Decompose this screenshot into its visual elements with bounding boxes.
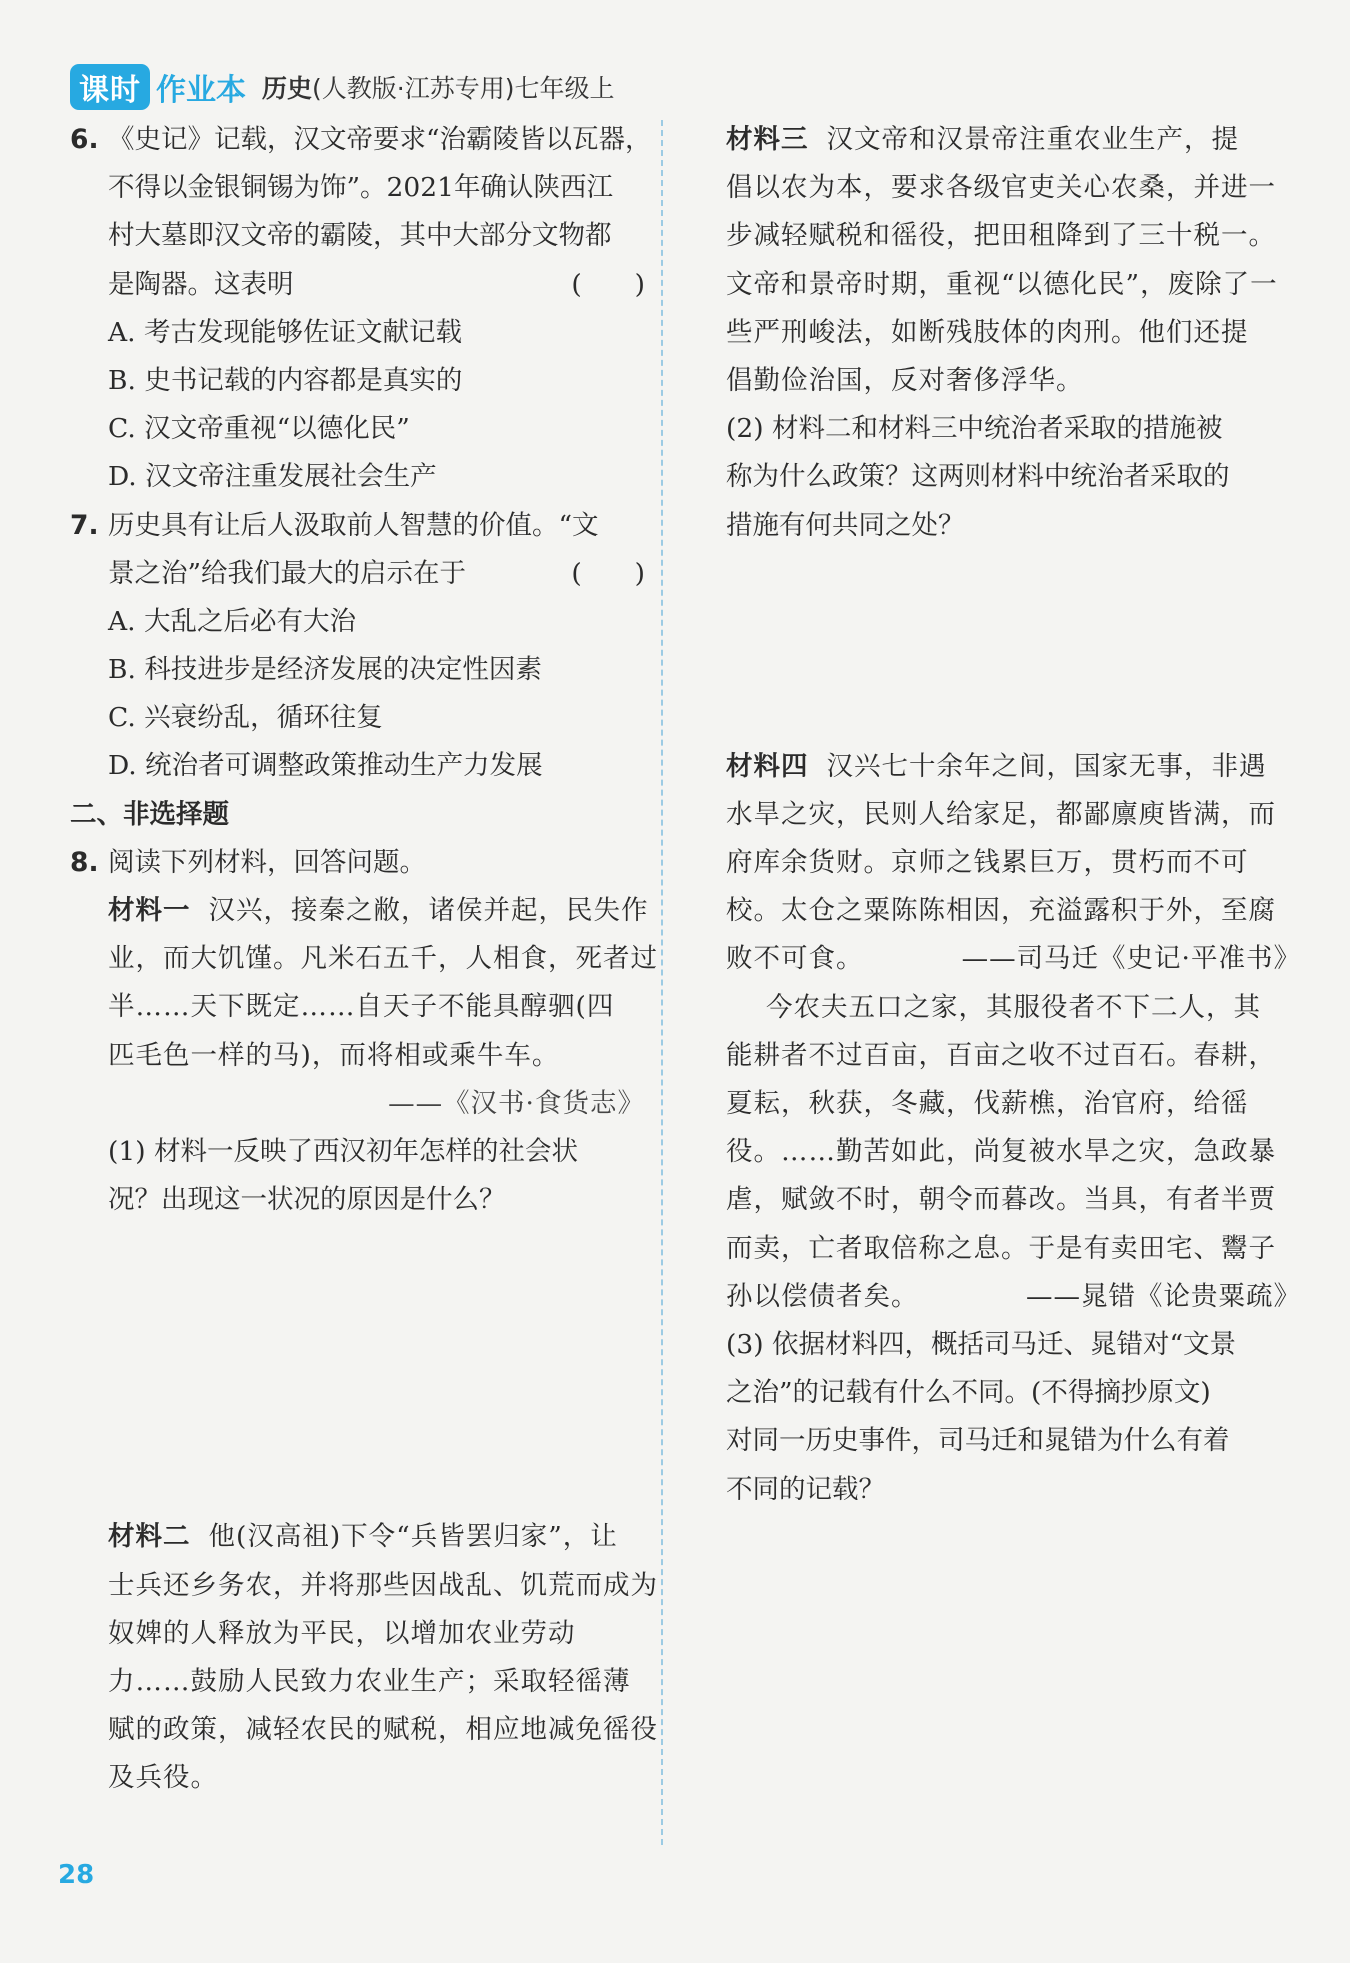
material-text: 水旱之灾，民则人给家足，都鄙廪庾皆满，而: [726, 798, 1276, 830]
sub-question-text: 对同一历史事件，司马迁和晁错为什么有着: [726, 1425, 1230, 1457]
material-text: 府库余货财。京师之钱累巨万，贯朽而不可: [726, 847, 1249, 879]
option-b[interactable]: B. 科技进步是经济发展的决定性因素: [108, 654, 542, 686]
material-source: ——司马迁《史记·平准书》: [961, 943, 1301, 975]
material-text: 些严刑峻法，如断残肢体的肉刑。他们还提: [726, 316, 1249, 348]
question-text: 景之治”给我们最大的启示在于: [108, 557, 467, 589]
option-c[interactable]: C. 汉文帝重视“以德化民”: [108, 413, 410, 445]
material-text: 孙以偿债者矣。: [726, 1280, 919, 1312]
answer-space[interactable]: [726, 550, 1301, 743]
material-label: 材料三: [726, 124, 809, 155]
material-2: [70, 1513, 658, 1802]
right-column: [726, 116, 1301, 1514]
material-text: 校。太仓之粟陈陈相因，充溢露积于外，至腐: [726, 895, 1276, 927]
question-number: 8.: [70, 846, 99, 878]
material-label: 材料二: [108, 1521, 191, 1553]
material-text: 他(汉高祖)下令“兵皆罢归家”，让: [208, 1521, 618, 1553]
question-8: [70, 839, 658, 1803]
question-number: 7.: [70, 509, 99, 541]
option-d[interactable]: D. 统治者可调整政策推动生产力发展: [108, 750, 543, 782]
sub-question-3: [726, 1321, 1301, 1514]
material-text: 匹毛色一样的马)，而将相或乘牛车。: [108, 1039, 560, 1071]
material-3: [726, 116, 1301, 405]
column-divider: [661, 120, 663, 1845]
option-d[interactable]: D. 汉文帝注重发展社会生产: [108, 461, 437, 493]
question-number: 6.: [70, 124, 99, 155]
question-text: 《史记》记载，汉文帝要求“治霸陵皆以瓦器，: [108, 124, 652, 155]
material-text: 能耕者不过百亩，百亩之收不过百石。春耕，: [726, 1039, 1276, 1071]
material-text: 败不可食。: [726, 943, 864, 975]
question-intro: 阅读下列材料，回答问题。: [108, 846, 426, 878]
question-text: 是陶器。这表明: [108, 268, 294, 300]
material-text: 役。……勤苦如此，尚复被水旱之灾，急政暴: [726, 1136, 1276, 1168]
question-7: [70, 502, 645, 791]
material-text: 文帝和景帝时期，重视“以德化民”，废除了一: [726, 268, 1278, 300]
sub-question-1: [70, 1128, 645, 1224]
sub-question-text: (2) 材料二和材料三中统治者采取的措施被: [726, 413, 1223, 445]
subject-label: [262, 69, 614, 105]
sub-question-text: 况？出现这一状况的原因是什么？: [108, 1184, 506, 1216]
material-text: 赋的政策，减轻农民的赋税，相应地减免徭役: [108, 1714, 658, 1746]
material-text: 汉兴七十余年之间，国家无事，非遇: [826, 750, 1267, 782]
sub-question-text: (1) 材料一反映了西汉初年怎样的社会状: [108, 1135, 578, 1167]
question-text: 村大墓即汉文帝的霸陵，其中大部分文物都: [108, 220, 612, 252]
option-c[interactable]: C. 兴衰纷乱，循环往复: [108, 702, 383, 734]
sub-question-text: 之治”的记载有什么不同。(不得摘抄原文): [726, 1377, 1211, 1409]
material-4: [726, 743, 1301, 1321]
material-text: 汉文帝和汉景帝注重农业生产，提: [826, 124, 1239, 155]
option-b[interactable]: B. 史书记载的内容都是真实的: [108, 364, 463, 396]
material-text: 力……鼓励人民致力农业生产；采取轻徭薄: [108, 1665, 631, 1697]
material-source: ——晁错《论贵粟疏》: [1026, 1280, 1301, 1312]
material-text: 倡以农为本，要求各级官吏关心农桑，并进一: [726, 172, 1276, 204]
answer-bracket[interactable]: ( ): [571, 268, 645, 300]
answer-space[interactable]: [70, 1224, 645, 1513]
material-text: 汉兴，接秦之敝，诸侯并起，民失作: [208, 895, 649, 926]
material-text: 士兵还乡务农，并将那些因战乱、饥荒而成为: [108, 1569, 658, 1601]
brand-name: 作业本: [156, 73, 246, 108]
material-text: 奴婢的人释放为平民，以增加农业劳动: [108, 1617, 576, 1649]
edition-label: (人教版·江苏专用)七年级上: [312, 74, 615, 103]
material-label: 材料一: [108, 895, 191, 926]
section-title: 二、非选择题: [70, 798, 229, 830]
page-header: [70, 62, 614, 112]
material-text: 步减轻赋税和徭役，把田租降到了三十税一。: [726, 220, 1276, 252]
question-6: [70, 116, 652, 502]
option-a[interactable]: A. 考古发现能够佐证文献记载: [108, 316, 462, 348]
material-label: 材料四: [726, 750, 809, 782]
answer-bracket[interactable]: ( ): [571, 557, 645, 589]
material-text: 今农夫五口之家，其服役者不下二人，其: [766, 991, 1261, 1023]
question-text: 不得以金银铜锡为饰”。2021年确认陕西江: [108, 172, 613, 204]
material-text: 而卖，亡者取倍称之息。于是有卖田宅、鬻子: [726, 1232, 1276, 1264]
sub-question-text: 措施有何共同之处？: [726, 509, 965, 541]
sub-question-2: [726, 405, 1301, 550]
option-a[interactable]: A. 大乱之后必有大治: [108, 605, 356, 637]
material-text: 半……天下既定……自天子不能具醇驷(四: [108, 991, 615, 1023]
question-text: 历史具有让后人汲取前人智慧的价值。“文: [108, 509, 599, 541]
sub-question-text: 不同的记载？: [726, 1473, 885, 1505]
subject-name: 历史: [262, 74, 313, 103]
material-text: 及兵役。: [108, 1762, 218, 1794]
material-text: 倡勤俭治国，反对奢侈浮华。: [726, 364, 1084, 396]
brand-logo: 课时: [70, 64, 150, 110]
page-number: 28: [58, 1860, 95, 1890]
material-1: [70, 887, 658, 1128]
material-source: ——《汉书·食货志》: [388, 1087, 645, 1119]
sub-question-text: 称为什么政策？这两则材料中统治者采取的: [726, 461, 1230, 493]
sub-question-text: (3) 依据材料四，概括司马迁、晁错对“文景: [726, 1328, 1237, 1360]
material-text: 业，而大饥馑。凡米石五千，人相食，死者过: [108, 943, 658, 975]
material-text: 夏耘，秋获，冬藏，伐薪樵，治官府，给徭: [726, 1088, 1249, 1119]
left-column: [70, 116, 658, 1802]
material-text: 虐，赋敛不时，朝令而暮改。当具，有者半贾: [726, 1184, 1276, 1216]
